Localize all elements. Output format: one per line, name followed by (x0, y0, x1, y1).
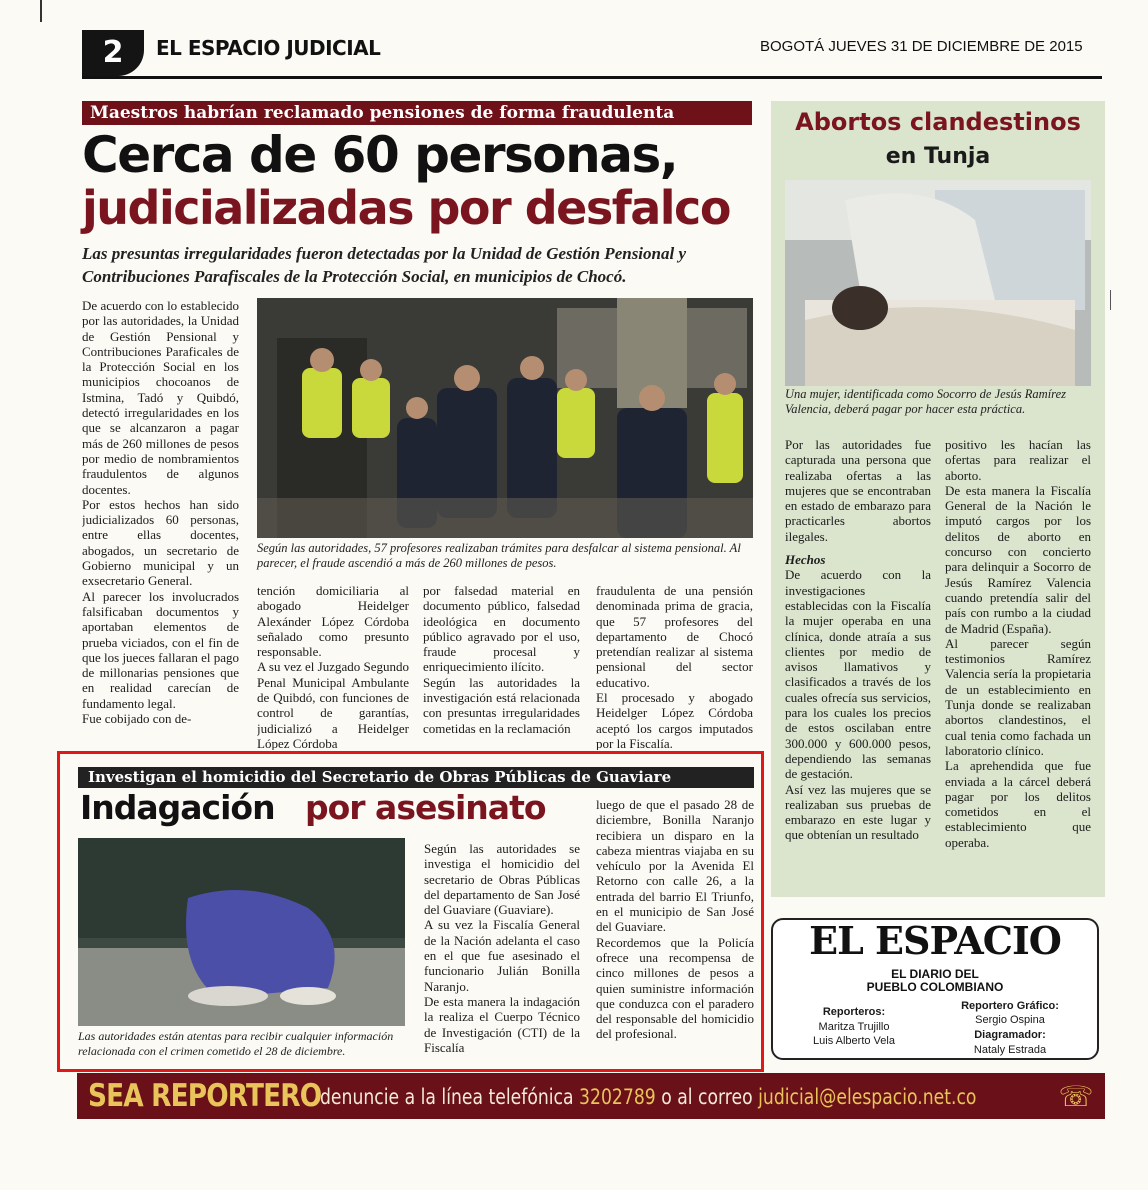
paragraph: Al parecer según testimonios Ramírez Valencia sería la propietaria de un establecimiento en Tunja donde se realizaban abortos clandestinos, el cual tenia como fachada un laboratorio clínico. (945, 635, 1091, 758)
second-story-column-1 (424, 841, 580, 1067)
paragraph: Fue cobijado con de- (82, 711, 192, 727)
paragraph: tención domiciliaria al abogado Heidelger Alexánder López Córdoba señalado como presunto responsable. (257, 583, 409, 660)
phone-icon: ☏ (1058, 1080, 1094, 1113)
crime-scene-caption: Las autoridades están atentas para recibir cualquier información relacionada con el crimen cometido el 28 de diciembre. (78, 1029, 394, 1058)
paragraph: por falsedad material en documento público, falsedad ideológica en documento público agravado por el uso, fraude procesal y enriquecimiento ilícito. (423, 583, 580, 675)
photographer-label: Reportero Gráfico: (961, 1000, 1059, 1012)
main-story-deck: Las presuntas irregularidades fueron detectadas por la Unidad de Gestión Pensional y Contribuciones Parafiscales de la Protección Social, en municipios de Chocó. (82, 244, 687, 286)
sidebar-subhead: Hechos (785, 552, 826, 568)
paragraph: Recordemos que la Policía ofrece una recompensa de cinco millones de pesos a quien suministre información que conduzca con el paradero del responsable del homicidio del profesional. (596, 934, 754, 1042)
reporter-name: Luis Alberto Vela (813, 1035, 895, 1047)
newspaper-tagline (771, 968, 1099, 994)
scan-edge-mark (1110, 290, 1111, 310)
sidebar-headline: Abortos clandestinos (795, 108, 1081, 136)
clinic-photo (785, 180, 1091, 386)
clinic-illustration (785, 180, 1091, 386)
main-story-column-2 (257, 583, 409, 750)
paragraph: De esta manera la indagación la realiza el Cuerpo Técnico de Investigación (CTI) de la Fiscalía (424, 993, 580, 1055)
banner-text (320, 1082, 976, 1112)
sidebar-column-2 (945, 437, 1091, 887)
paragraph: Según las autoridades se investiga el homicidio del secretario de Obras Públicas del departamento de San José del Guaviare (Guaviare). (424, 841, 580, 918)
newspaper-brand: EL ESPACIO (809, 918, 1061, 963)
paragraph: La aprehendida que fue enviada a la cárcel deberá pagar por los delitos cometidos en el establecimiento que operaba. (945, 758, 1091, 850)
reporter-name: Maritza Trujillo (818, 1021, 890, 1033)
tagline-line: EL DIARIO DEL (891, 967, 979, 981)
paragraph: A su vez el Juzgado Segundo Penal Municipal Ambulante de Quibdó, con funciones de control de garantías, judicializó a Heidelger López Córdoba (257, 659, 409, 750)
paragraph: Por estos hechos han sido judicializados 60 personas, entre ellas docentes, abogados, un secretario de Gobierno municipal y un exsecretario General. (82, 496, 239, 589)
sidebar-column-1 (785, 437, 931, 887)
paragraph: De acuerdo con lo establecido por las autoridades, la Unidad de Gestión Pensional y Contribuciones Paraficales de la Protección Social en los municipios chocoanos de Istmina, Tadó y Quibdó, detectó irregularidades en los que se alcanzaron a pagar más de 260 millones de pesos por medio de nombramientos fraudulentos de algunos docentes. (82, 298, 239, 497)
main-story-kicker: Maestros habrían reclamado pensiones de forma fraudulenta (82, 101, 752, 125)
paragraph: De esta manera la Fiscalía General de la Nación le imputó cargos por los delitos de aborto en concurso con concierto para delinquir a Socorro de Jesús Ramírez Valencia cuando pretendía salir del país con rumbo a la ciudad de Madrid (España). (945, 482, 1091, 636)
main-story-column-3 (423, 583, 580, 750)
page-number: 2 (82, 30, 144, 76)
paragraph: El procesado y abogado Heidelger López Córdoba aceptó los cargos imputados por la Fiscalía. (596, 690, 753, 750)
main-story-column-1 (82, 298, 239, 750)
banner-lead: SEA REPORTERO (88, 1078, 322, 1114)
crime-scene-photo (78, 838, 405, 1026)
paragraph: fraudulenta de una pensión denominada prima de gracia, que 57 profesores del departamento de Chocó pretendían realizar al sistema pensional del sector educativo. (596, 583, 753, 690)
reporters-label: Reporteros: (822, 1006, 886, 1018)
paragraph: positivo les hacían las ofertas para realizar el aborto. (945, 437, 1091, 483)
second-headline-part1: Indagación (80, 788, 275, 827)
tagline-line: PUEBLO COLOMBIANO (866, 980, 1004, 994)
layout-artist-name: Nataly Estrada (973, 1044, 1047, 1056)
sidebar-subheadline: en Tunja (885, 144, 991, 169)
paragraph: A su vez la Fiscalía General de la Nación adelanta el caso en el que fue asesinado el funcionario Julián Bonilla Naranjo. (424, 917, 580, 994)
paragraph: Según las autoridades la investigación está relacionada con presuntas irregularidades cometidas en la reclamación (423, 674, 580, 736)
second-story-kicker: Investigan el homicidio del Secretario de Obras Públicas de Guaviare (78, 767, 754, 788)
paragraph: Al parecer los involucrados falsificaban documentos y aportaban elementos de prueba viciados, con el fin de que los jueces fallaran el pago de millonarias pensiones que en realidad carecían de fundamento legal. (82, 588, 239, 711)
paragraph: De acuerdo con la investigaciones establecidas con la Fiscalía la mujer operaba en una clínica, donde atraía a sus clientes por medio de avisos llamativos y clasificados a través de los cuales ofrecía sus servicios, para los cuales los precios de estos oscilaban entre 300.000 y 600.000 pesos, dependiendo las semanas de gestación. (785, 567, 931, 782)
main-story-column-4 (596, 583, 753, 750)
crowd-illustration (257, 298, 753, 538)
arrest-photo-caption: Según las autoridades, 57 profesores realizaban trámites para desfalcar al sistema pensional. Al parecer, el fraude ascendió a más de 260 millones de pesos. (257, 541, 741, 570)
banner-text-part: denuncie a la línea telefónica (320, 1085, 580, 1109)
section-title: EL ESPACIO JUDICIAL (156, 36, 381, 60)
second-headline-part2: por asesinato (305, 788, 546, 827)
crime-scene-illustration (78, 838, 405, 1026)
layout-artist-label: Diagramador: (974, 1029, 1046, 1041)
clinic-photo-caption: Una mujer, identificada como Socorro de Jesús Ramírez Valencia, deberá pagar por hacer esta práctica. (785, 387, 1066, 416)
arrest-photo (257, 298, 753, 538)
second-story-column-2 (596, 797, 754, 1067)
paragraph: Por las autoridades fue capturada una persona que realizaba ofertas a las mujeres que se encontraban en estado de embarazo para practicarles abortos ilegales. (785, 437, 931, 544)
main-headline-line1: Cerca de 60 personas, (82, 126, 678, 184)
photographer-name: Sergio Ospina (975, 1014, 1045, 1026)
paragraph: Así vez las mujeres que se realizaban sus pruebas de embarazo en este lugar y que obtenían un resultado (785, 781, 931, 843)
banner-phone: 3202789 (579, 1085, 656, 1109)
scan-edge-mark (40, 0, 42, 22)
dateline: BOGOTÁ JUEVES 31 DE DICIEMBRE DE 2015 (760, 38, 1083, 55)
paragraph: luego de que el pasado 28 de diciembre, Bonilla Naranjo recibiera un disparo en la cabeza mientras viajaba en su vehículo por la Avenida El Retorno con calle 26, a la entrada del barrio El Triunfo, en el municipio de San José del Guaviare. (596, 797, 754, 935)
banner-email: judicial@elespacio.net.co (758, 1085, 977, 1109)
banner-text-part: o al correo (655, 1085, 759, 1109)
header-rule (82, 76, 1102, 79)
main-headline-line2: judicializadas por desfalco (82, 181, 730, 235)
